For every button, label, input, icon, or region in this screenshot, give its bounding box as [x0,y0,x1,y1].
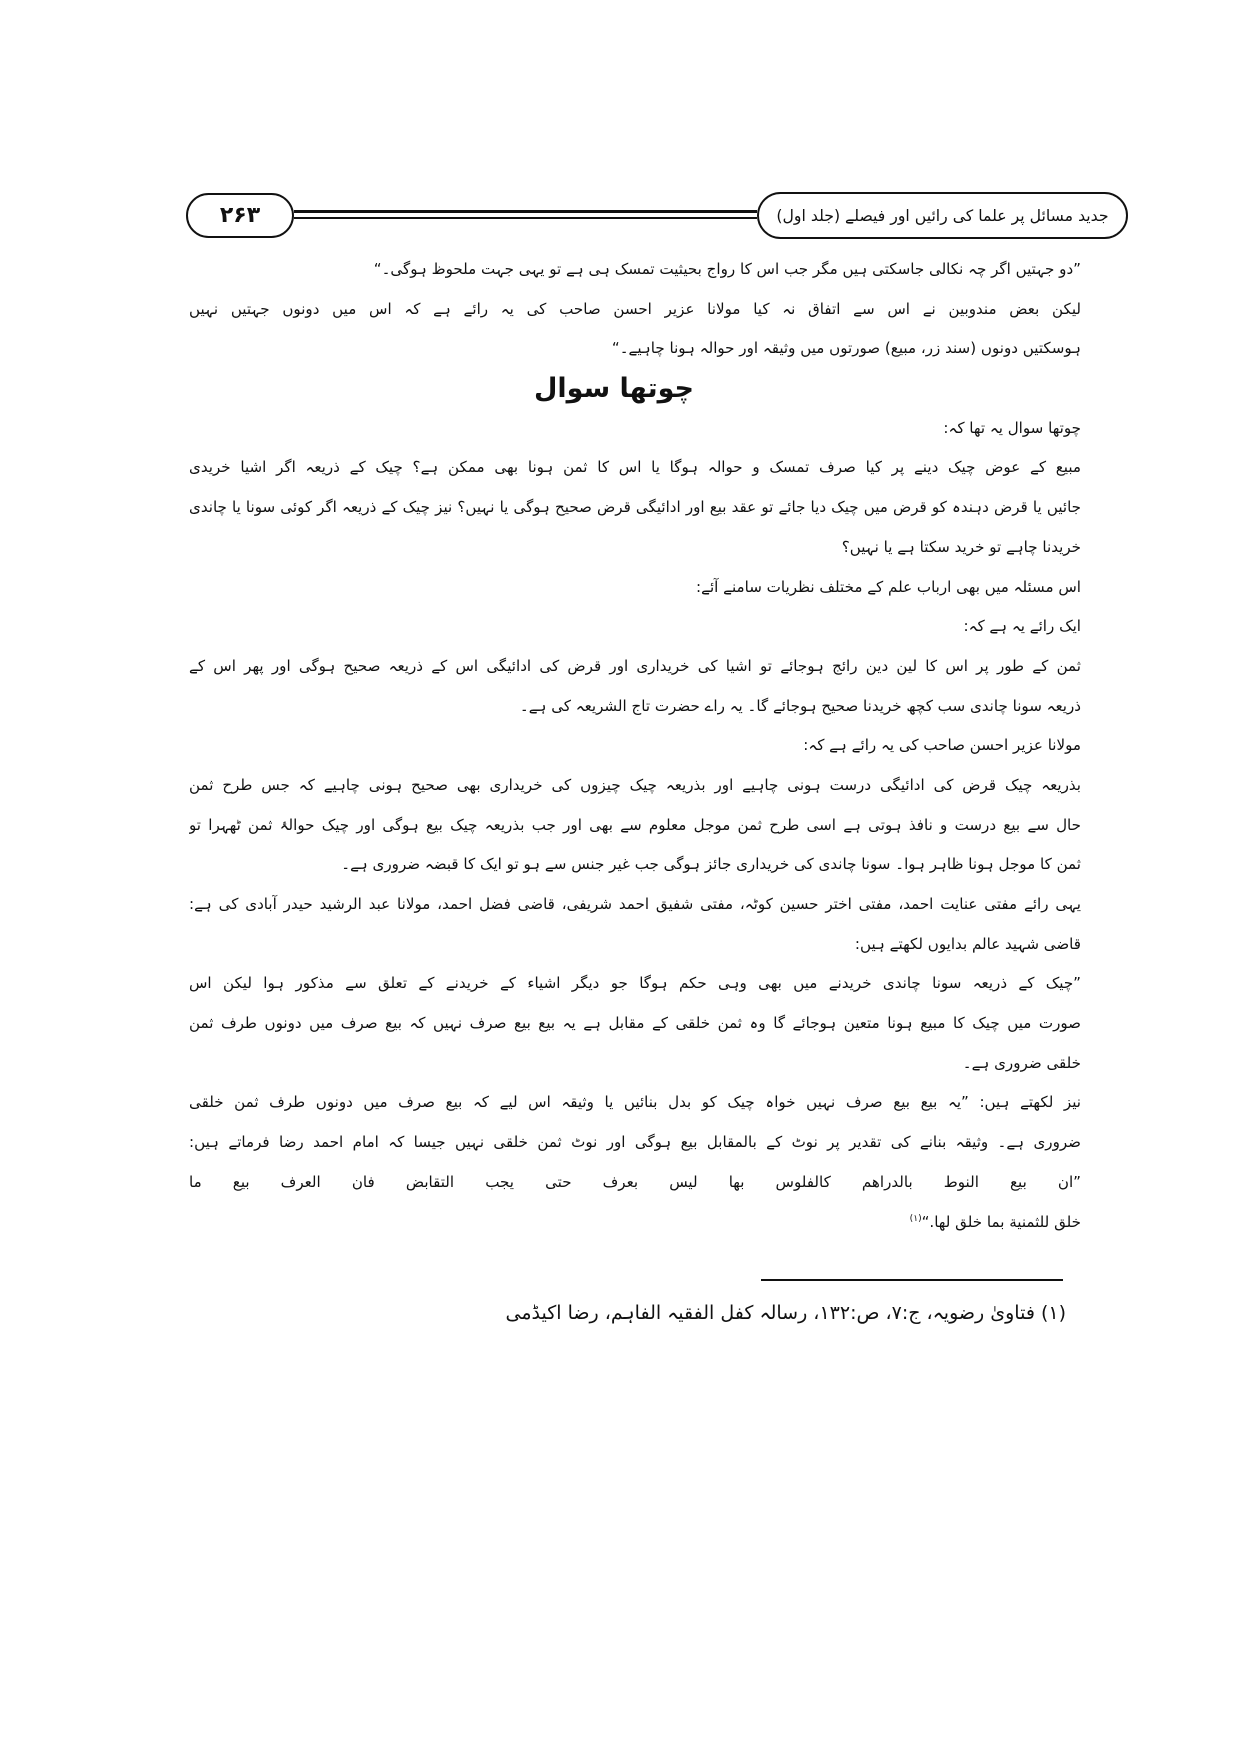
section-heading: چوتھا سوال [533,373,695,405]
text-line: ہوسکتیں دونوں (سند زر، مبیع) صورتوں میں وثیقہ اور حوالہ ہونا چاہیے۔“ [611,339,1081,358]
text-line: جائیں یا قرض دہندہ کو قرض میں چیک دیا جائے تو عقد بیع اور ادائیگی قرض صحیح ہوگی یا نہیں؟ نیز چیک کے ذریعہ اگر کوئی سونا یا چاندی [189,498,1081,517]
text-line: ثمن کے طور پر اس کا لین دین رائج ہوجائے تو اشیا کی خریداری اور قرض کی ادائیگی اس کے ذریعہ صحیح ہوگی اور پھر اس کے [189,656,1081,675]
text-line: لیکن بعض مندوبین نے اس سے اتفاق نہ کیا مولانا عزیر احسن صاحب کی یہ رائے ہے کہ اس میں دونوں جہتیں نہیں [189,299,1081,318]
footnote-divider [761,1279,1063,1281]
body-text [189,250,1081,1242]
text-line: ذریعہ سونا چاندی سب کچھ خریدنا صحیح ہوجائے گا۔ یہ راے حضرت تاج الشریعہ کی ہے۔ [519,696,1081,715]
running-header [757,192,1128,239]
text-line: اس مسئلہ میں بھی ارباب علم کے مختلف نظریات سامنے آئے: [696,577,1081,596]
running-header-title: جدید مسائل پر علما کی رائیں اور فیصلے (جلد اول) [776,206,1109,225]
text-line: چوتھا سوال یہ تھا کہ: [943,418,1081,437]
arabic-quote-text: خلق للثمنية بما خلق لها.“ [921,1212,1081,1231]
text-line: صورت میں چیک کا مبیع ہونا متعین ہوجائے گا وہ ثمن خلقی کے مقابل ہے یہ بیع بیع صرف نہیں کہ بیع صرف میں دونوں طرف ثمن [189,1014,1081,1033]
text-line: ”دو جہتیں اگر چہ نکالی جاسکتی ہیں مگر جب اس کا رواج بحیثیت تمسک ہی ہے تو یہی جہت ملحوظ ہوگی۔“ [373,260,1081,278]
text-line: نیز لکھتے ہیں: ”یہ بیع بیع صرف نہیں خواہ چیک کو بدل بنائیں یا وثیقہ اس لیے کہ بیع صرف میں دونوں طرف ثمن خلقی [189,1093,1081,1112]
footnote: (۱) فتاویٰ رضویہ، ج:۷، ص:۱۳۲، رسالہ کفل الفقیہ الفاہم، رضا اکیڈمی [505,1302,1066,1324]
page-number: ۲۶۳ [186,193,294,238]
text-line: بذریعہ چیک قرض کی ادائیگی درست ہونی چاہیے اور بذریعہ چیک چیزوں کی خریداری بھی صحیح ہونی چاہیے کہ جس طرح ثمن [189,775,1081,794]
arabic-quote-line: ”ان بيع النوط بالدراهم كالفلوس بها ليس بعرف حتى يجب التقابض فان العرف بيع ما [189,1172,1081,1191]
text-line: یہی رائے مفتی عنایت احمد، مفتی اختر حسین کوٹہ، مفتی شفیق احمد شریفی، قاضی فضل احمد، مولانا عبد الرشید حیدر آبادی کی ہے: [189,895,1081,913]
text-line: حال سے بیع درست و نافذ ہوتی ہے اسی طرح ثمن موجل معلوم سے بھی اور جب بذریعہ چیک بیع ہوگی اور چیک حوالۂ ثمن ٹھہرا تو [189,815,1081,834]
text-line: مبیع کے عوض چیک دینے پر کیا صرف تمسک و حوالہ ہوگا یا اس کا ثمن ہونا بھی ممکن ہے؟ چیک کے ذریعہ اگر اشیا خریدی [189,458,1081,477]
text-line: ایک رائے یہ ہے کہ: [963,617,1081,636]
text-line: ضروری ہے۔ وثیقہ بنانے کی تقدیر پر نوٹ کے بالمقابل بیع ہوگی اور نوٹ ثمن خلقی نہیں جیسا کہ امام احمد رضا فرماتے ہیں: [189,1133,1081,1152]
text-line: مولانا عزیر احسن صاحب کی یہ رائے ہے کہ: [803,736,1081,755]
text-line: ”چیک کے ذریعہ سونا چاندی خریدنے میں بھی وہی حکم ہوگا جو دیگر اشیاء کے خریدنے کے تعلق سے مذکور ہوا لیکن اس [189,974,1081,993]
text-line: خریدنا چاہے تو خرید سکتا ہے یا نہیں؟ [841,537,1081,556]
text-line: قاضی شہید عالم بدایوں لکھتے ہیں: [854,934,1081,953]
header-rule [294,210,757,213]
text-line: خلقی ضروری ہے۔ [962,1053,1081,1072]
arabic-quote-line [189,1203,1081,1243]
text-line: ثمن کا موجل ہونا ظاہر ہوا۔ سونا چاندی کی خریداری جائز ہوگی جب غیر جنس سے ہو تو ایک کا قبضہ ضروری ہے۔ [341,855,1081,874]
header-rule [294,217,757,219]
footnote-marker: (۱) [909,1213,922,1224]
